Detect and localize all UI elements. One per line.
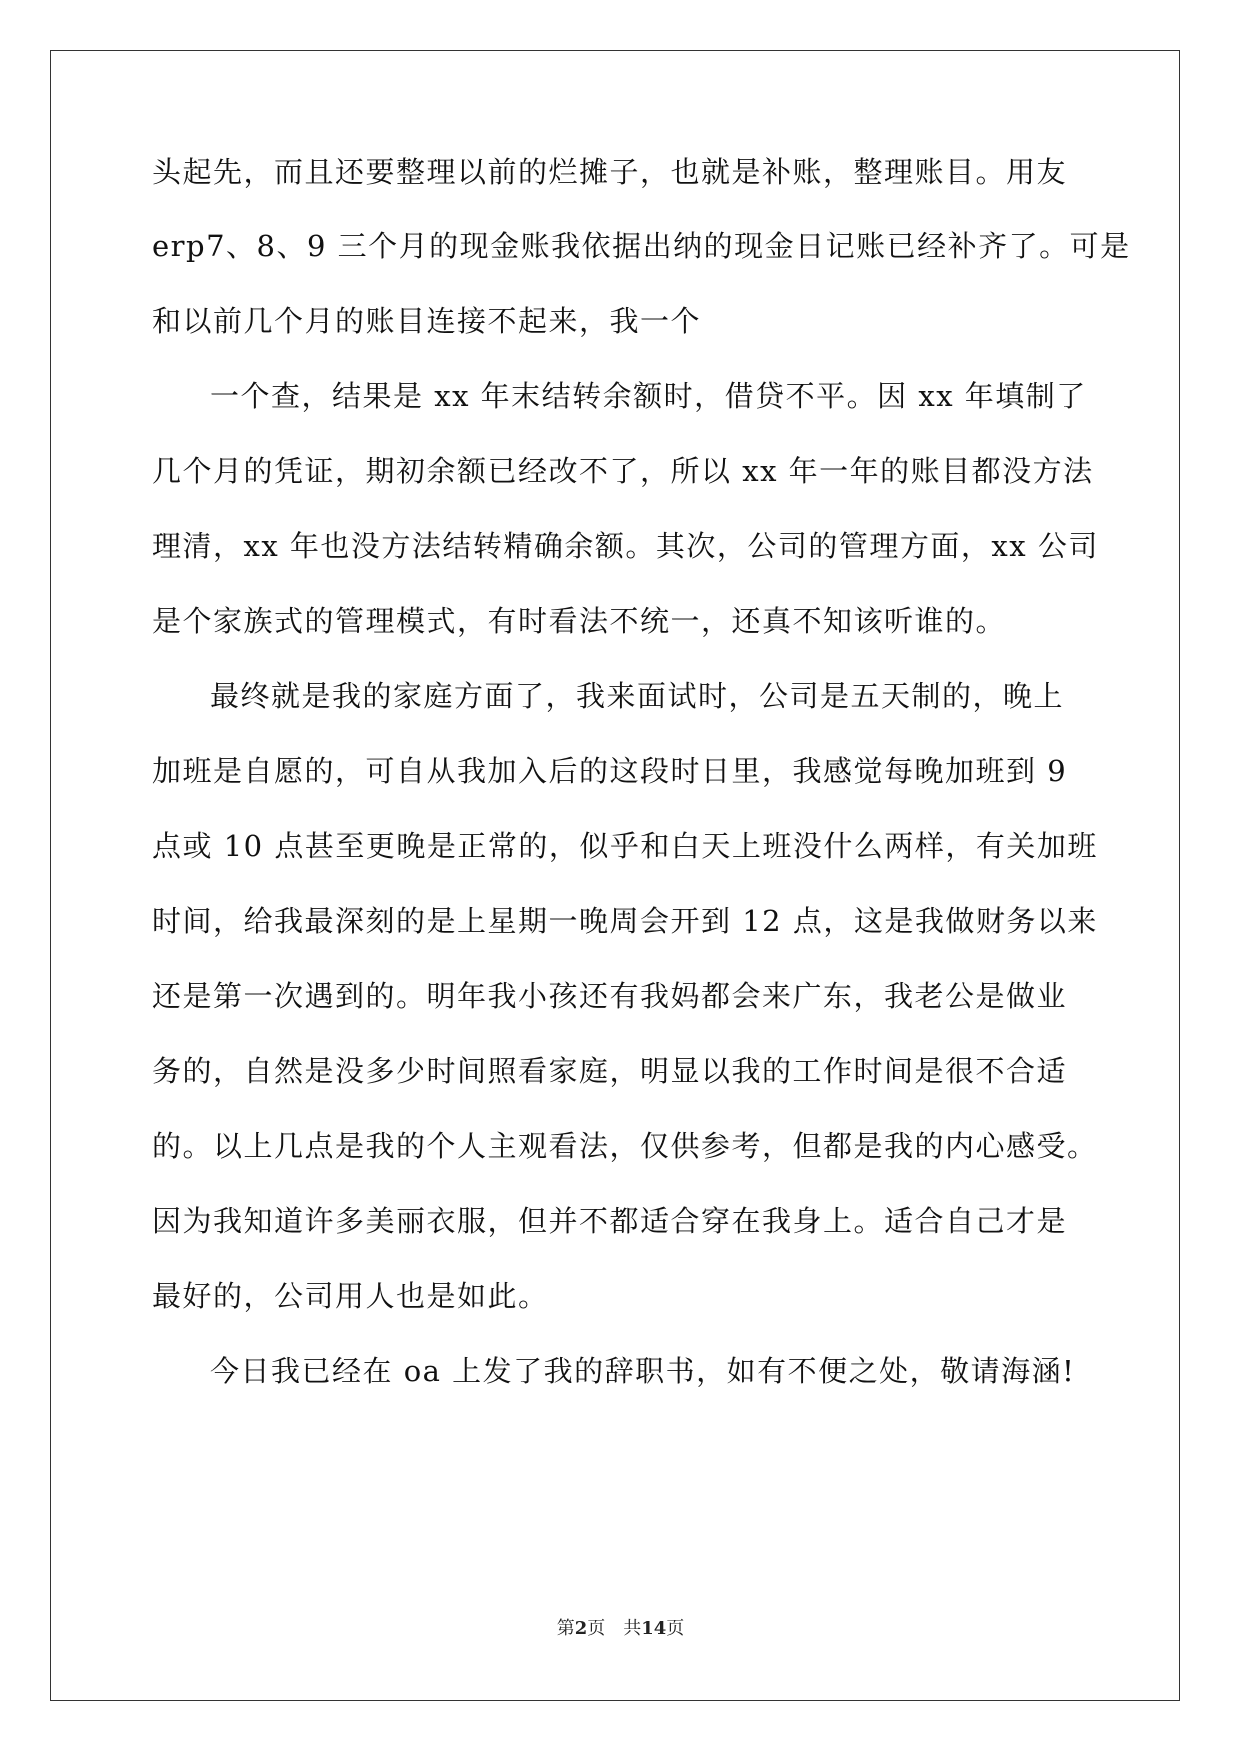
total-pages: 14 — [641, 1618, 667, 1639]
text-line: 最终就是我的家庭方面了，我来面试时，公司是五天制的，晚上 — [210, 679, 1065, 713]
text-line: 和以前几个月的账目连接不起来，我一个 — [152, 304, 702, 338]
text-line: 加班是自愿的，可自从我加入后的这段时日里，我感觉每晚加班到 9 — [152, 754, 1068, 788]
text-line: 时间，给我最深刻的是上星期一晚周会开到 12 点，这是我做财务以来 — [152, 904, 1098, 938]
total-suffix: 页 — [666, 1618, 685, 1639]
text-line: 点或 10 点甚至更晚是正常的，似乎和白天上班没什么两样，有关加班 — [152, 829, 1098, 863]
text-line: 理清，xx 年也没方法结转精确余额。其次，公司的管理方面，xx 公司 — [152, 529, 1099, 563]
page-number: 2 — [574, 1618, 588, 1639]
text-line: erp7、8、9 三个月的现金账我依据出纳的现金日记账已经补齐了。可是 — [152, 229, 1131, 263]
text-line: 头起先，而且还要整理以前的烂摊子，也就是补账，整理账目。用友 — [152, 155, 1068, 189]
text-line: 今日我已经在 oa 上发了我的辞职书，如有不便之处，敬请海涵! — [210, 1354, 1076, 1388]
text-line: 还是第一次遇到的。明年我小孩还有我妈都会来广东，我老公是做业 — [152, 979, 1068, 1013]
page-suffix: 页 — [587, 1618, 606, 1639]
text-line: 是个家族式的管理模式，有时看法不统一，还真不知该听谁的。 — [152, 604, 1007, 638]
page-footer — [0, 1614, 1241, 1640]
text-line: 的。以上几点是我的个人主观看法，仅供参考，但都是我的内心感受。 — [152, 1129, 1098, 1163]
page-frame — [50, 50, 1180, 1701]
text-line: 务的，自然是没多少时间照看家庭，明显以我的工作时间是很不合适 — [152, 1054, 1068, 1088]
total-prefix: 共 — [623, 1618, 642, 1639]
text-line: 最好的，公司用人也是如此。 — [152, 1279, 549, 1313]
text-line: 一个查，结果是 xx 年末结转余额时，借贷不平。因 xx 年填制了 — [210, 379, 1087, 413]
text-line: 因为我知道许多美丽衣服，但并不都适合穿在我身上。适合自己才是 — [152, 1204, 1068, 1238]
text-line: 几个月的凭证，期初余额已经改不了，所以 xx 年一年的账目都没方法 — [152, 454, 1094, 488]
page-prefix: 第 — [556, 1618, 575, 1639]
